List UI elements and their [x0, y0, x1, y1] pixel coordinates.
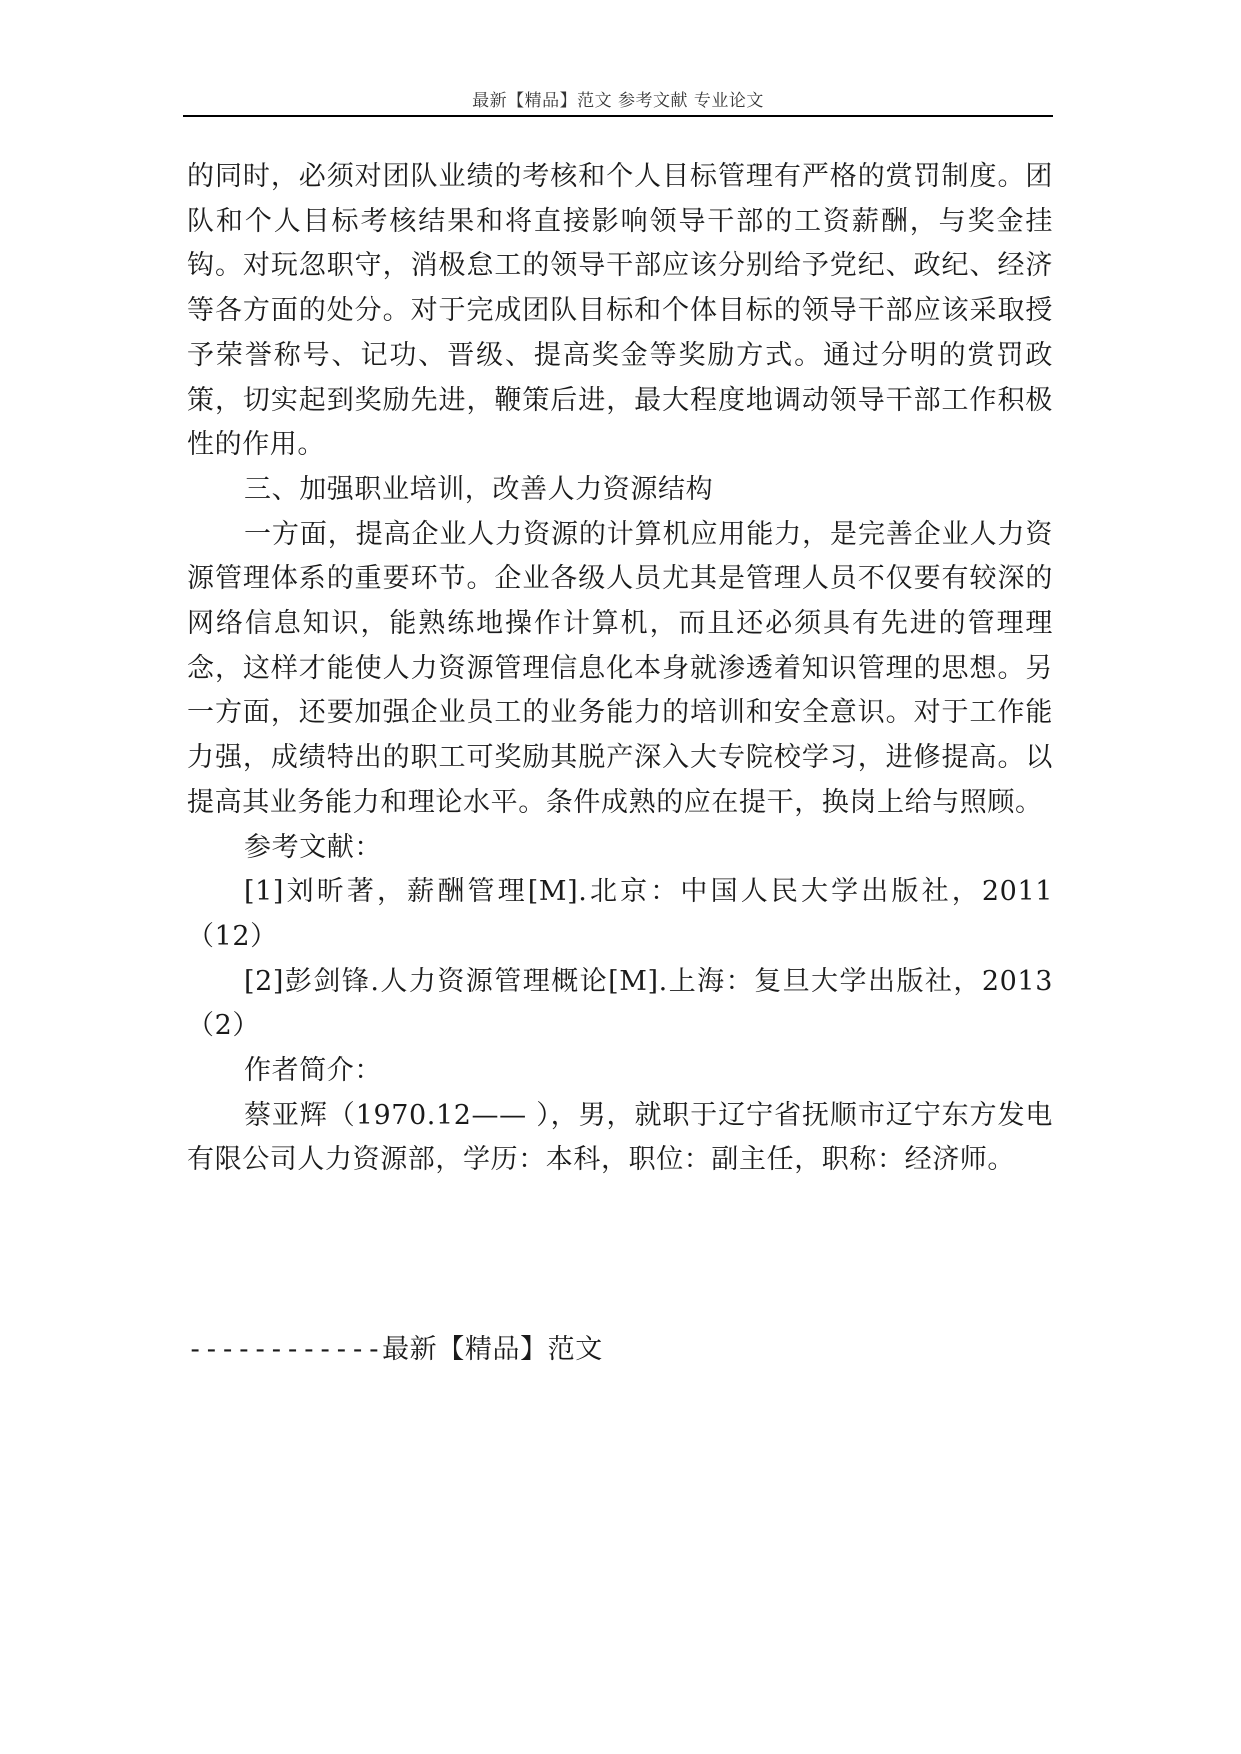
- page-footer: [187, 1328, 603, 1372]
- section-heading-training: 三、加强职业培训，改善人力资源结构: [244, 473, 714, 505]
- footer-text: 最新【精品】范文: [382, 1334, 603, 1365]
- paragraph-reward-punishment: 的同时，必须对团队业绩的考核和个人目标管理有严格的赏罚制度。团队和个人目标考核结果和将直接影响领导干部的工资薪酬，与奖金挂钩。对玩忽职守，消极怠工的领导干部应该分别给予党纪、政纪、经济等各方面的处分。对于完成团队目标和个体目标的领导干部应该采取授予荣誉称号、记功、晋级、提高奖金等奖励方式。通过分明的赏罚政策，切实起到奖励先进，鞭策后进，最大程度地调动领导干部工作积极性的作用。: [187, 161, 1053, 461]
- reference-item-2: [2]彭剑锋.人力资源管理概论[M].上海：复旦大学出版社，2013（2）: [187, 965, 1053, 1042]
- header-divider: [183, 115, 1053, 117]
- footer-dashes: ------------: [187, 1334, 383, 1365]
- paragraph-training: 一方面，提高企业人力资源的计算机应用能力，是完善企业人力资源管理体系的重要环节。企业各级人员尤其是管理人员不仅要有较深的网络信息知识，能熟练地操作计算机，而且还必须具有先进的管理理念，这样才能使人力资源管理信息化本身就渗透着知识管理的思想。另一方面，还要加强企业员工的业务能力的培训和安全意识。对于工作能力强，成绩特出的职工可奖励其脱产深入大专院校学习，进修提高。以提高其业务能力和理论水平。条件成熟的应在提干，换岗上给与照顾。: [187, 518, 1053, 818]
- page-header: 最新【精品】范文 参考文献 专业论文: [472, 91, 764, 111]
- reference-item-1: [1]刘昕著，薪酬管理[M].北京：中国人民大学出版社，2011（12）: [187, 876, 1053, 952]
- references-heading: 参考文献：: [244, 831, 382, 863]
- author-heading: 作者简介：: [244, 1055, 382, 1087]
- author-bio: 蔡亚辉（1970.12—— ），男，就职于辽宁省抚顺市辽宁东方发电有限公司人力资源部，学历：本科，职位：副主任，职称：经济师。: [187, 1099, 1053, 1176]
- document-body: [187, 155, 1053, 1183]
